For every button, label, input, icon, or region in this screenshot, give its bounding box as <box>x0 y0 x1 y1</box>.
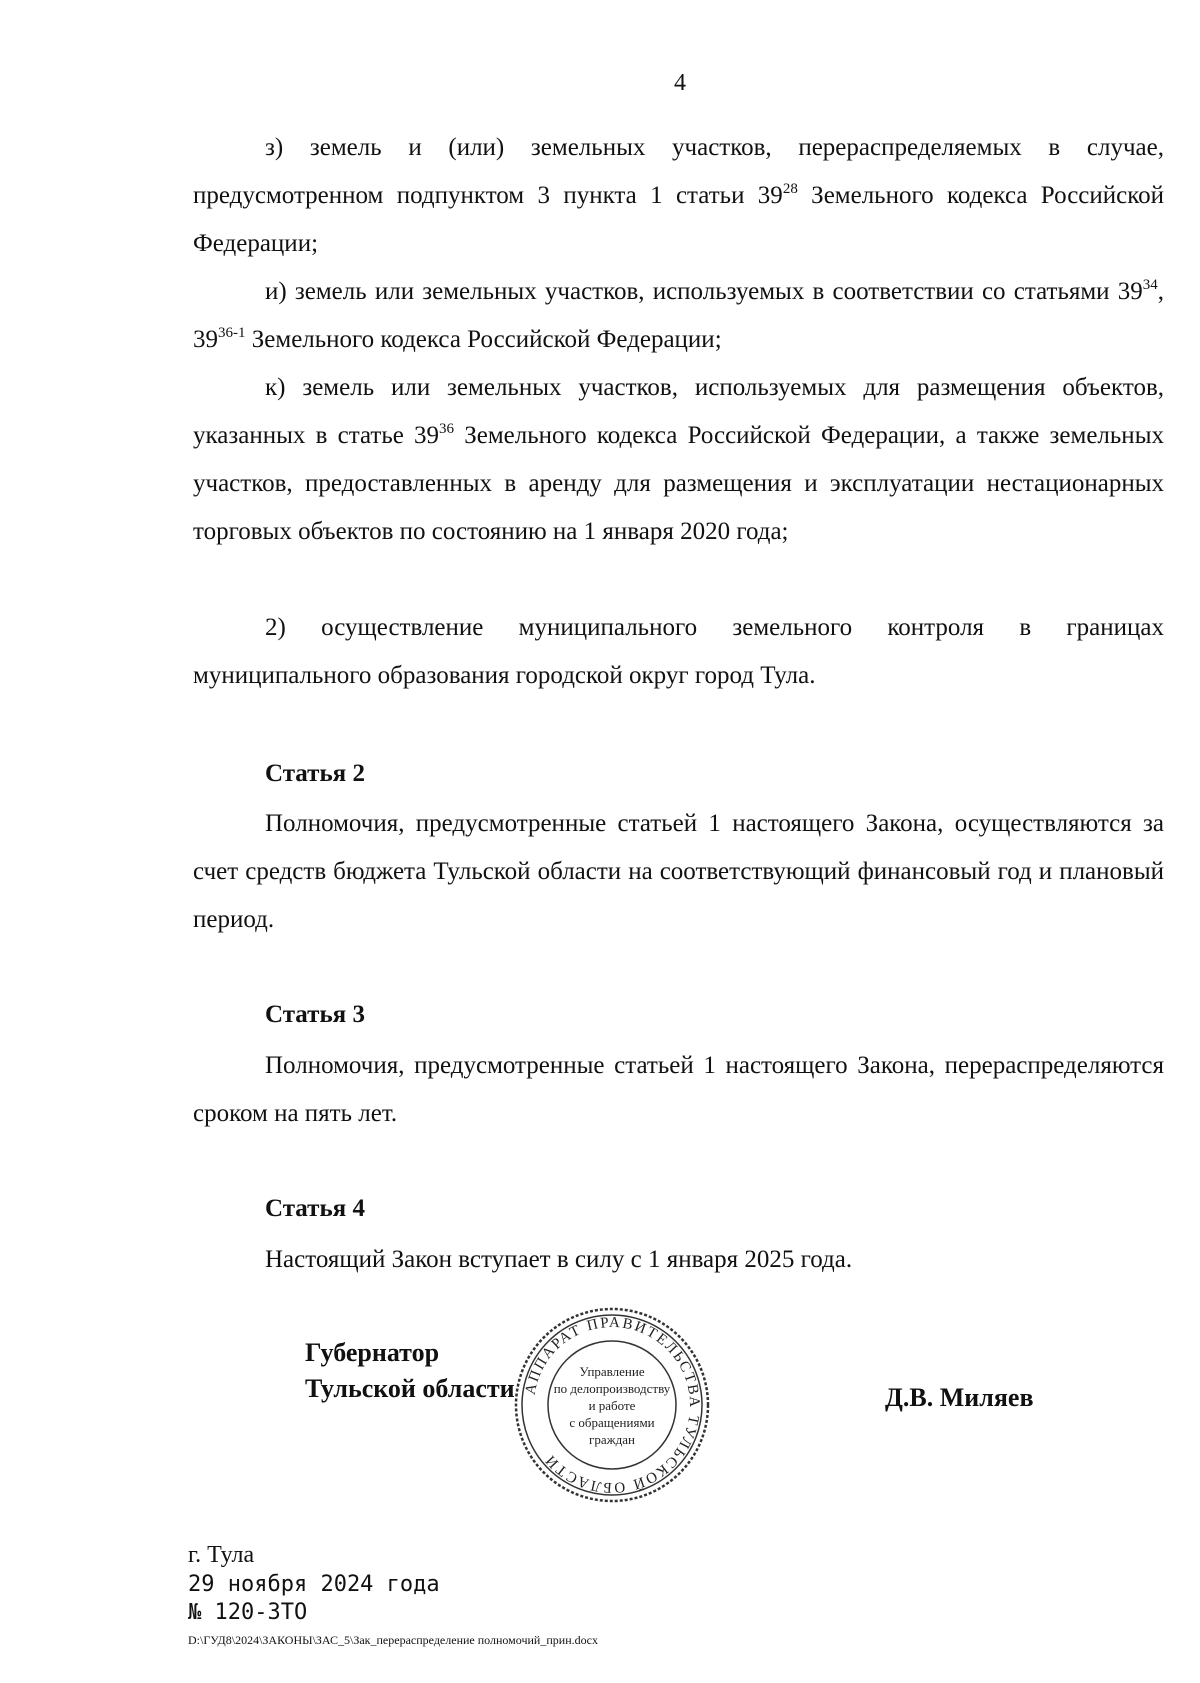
paragraph-k <box>193 364 1164 556</box>
paragraph-z-text-1: з) земель и (или) земельных участков, перераспределяемых в случае, предусмотренном подпунктом 3 пункта 1 статьи 39 <box>193 134 1164 209</box>
article-3-heading: Статья 3 <box>265 1001 365 1028</box>
article-3-text: Полномочия, предусмотренные статьей 1 настоящего Закона, перераспределяются сроком на пять лет. <box>193 1052 1164 1127</box>
paragraph-i-text-2: , 39 <box>193 278 1164 353</box>
seal-inner-line-5: граждан <box>589 1432 635 1447</box>
signature-title <box>305 1335 515 1407</box>
document-file-path: D:\ГУД8\2024\ЗАКОНЫ\ЗАС_5\Зак_перераспределение полномочий_прин.docx <box>188 1633 598 1647</box>
law-number: № 120-ЗТО <box>188 1600 308 1625</box>
paragraph-i-superscript-2: 36-1 <box>218 325 246 341</box>
article-4-text: Настоящий Закон вступает в силу с 1 января 2025 года. <box>265 1246 853 1273</box>
paragraph-k-superscript: 36 <box>439 421 455 437</box>
paragraph-i <box>193 268 1164 364</box>
article-2-text: Полномочия, предусмотренные статьей 1 настоящего Закона, осуществляются за счет средств бюджета Тульской области на соответствующий финансовый год и плановый период. <box>193 810 1164 933</box>
paragraph-k-text-1: к) земель или земельных участков, используемых для размещения объектов, указанных в статье 39 <box>193 374 1164 449</box>
paragraph-z-superscript: 28 <box>782 181 798 197</box>
paragraph-2: 2) осуществление муниципального земельного контроля в границах муниципального образования городской округ город Тула. <box>193 614 1164 689</box>
paragraph-i-text-3: Земельного кодекса Российской Федерации; <box>245 326 722 353</box>
seal-inner-line-4: с обращениями <box>569 1415 655 1430</box>
paragraph-i-text-1: и) земель или земельных участков, используемых в соответствии со статьями 39 <box>265 278 1143 305</box>
article-2-heading: Статья 2 <box>265 760 365 787</box>
seal-inner-line-1: Управление <box>579 1364 645 1379</box>
seal-inner-text <box>512 1363 712 1448</box>
paragraph-i-superscript-1: 34 <box>1142 277 1158 293</box>
paragraph-k-text-2: Земельного кодекса Российской Федерации, а также земельных участков, предоставленных в аренду для размещения и эксплуатации нестационарных торговых объектов по состоянию на 1 января 2020 года; <box>193 422 1164 545</box>
place-of-signing: г. Тула <box>188 1542 255 1568</box>
article-4-heading: Статья 4 <box>265 1195 365 1222</box>
signature-title-line-2: Тульской области <box>305 1374 515 1403</box>
seal-inner-line-2: по делопроизводству <box>553 1381 671 1396</box>
signing-date: 29 ноября 2024 года <box>188 1572 440 1597</box>
signature-name: Д.В. Миляев <box>885 1383 1034 1412</box>
seal-inner-line-3: и работе <box>588 1398 636 1413</box>
paragraph-z <box>193 124 1164 268</box>
signature-title-line-1: Губернатор <box>305 1338 440 1367</box>
paragraph-z-text-2: Земельного кодекса Российской Федерации; <box>193 182 1165 257</box>
seal-ring-text: АППАРАТ ПРАВИТЕЛЬСТВА ТУЛЬСКОЙ ОБЛАСТИ <box>522 1314 703 1496</box>
page-number: 4 <box>674 70 686 96</box>
